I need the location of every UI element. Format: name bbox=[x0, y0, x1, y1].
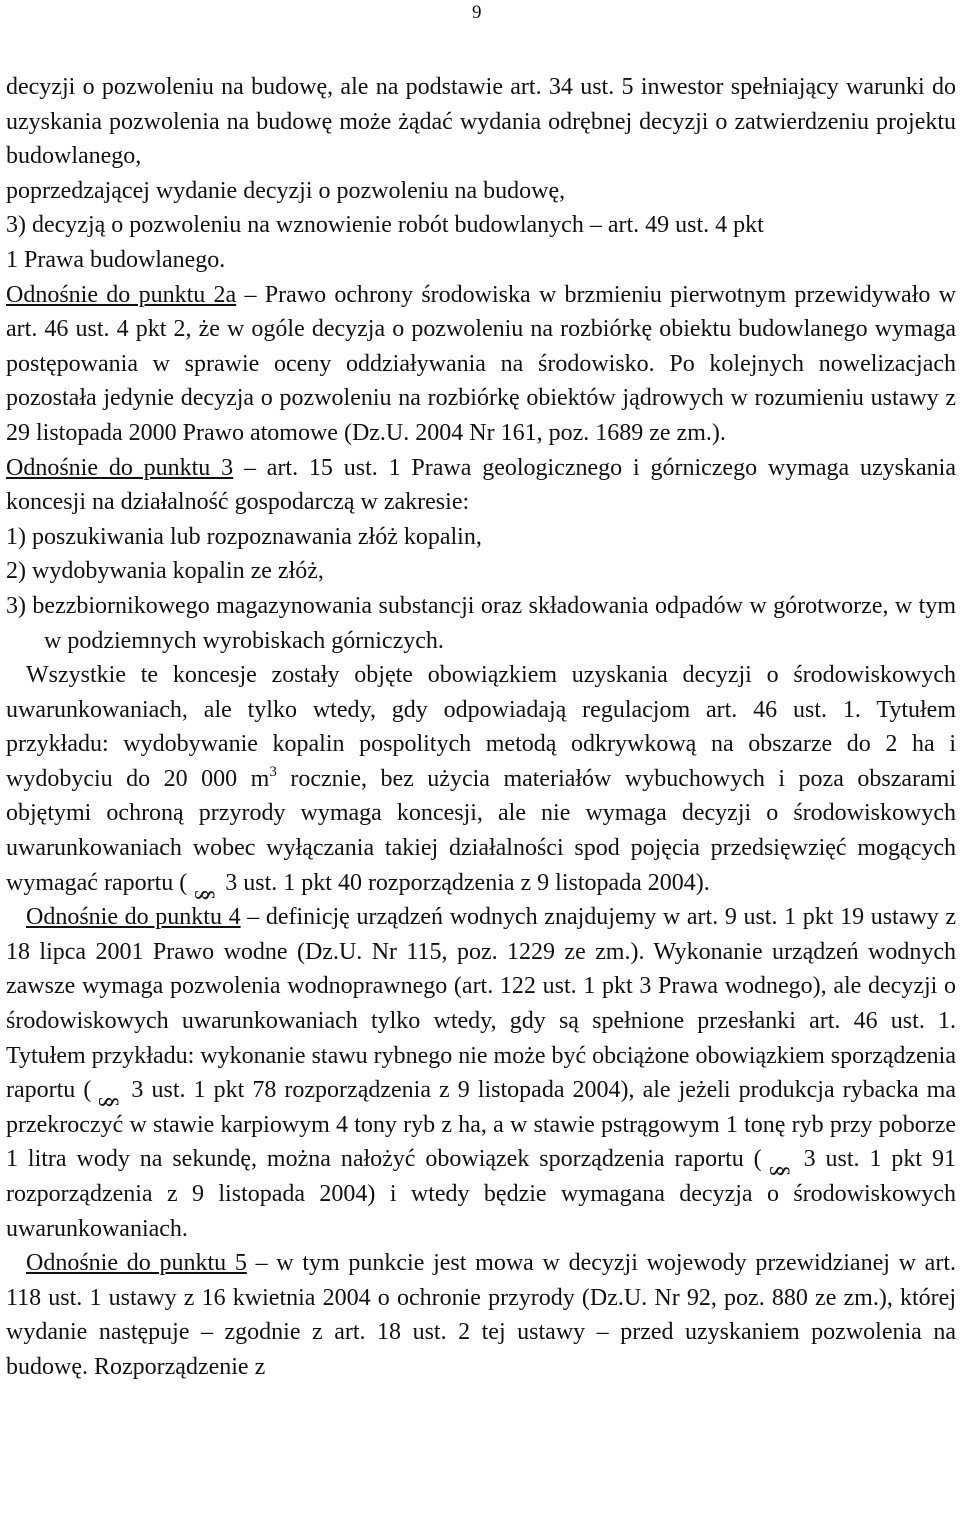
section-heading-link: Odnośnie do punktu 3 bbox=[6, 454, 234, 481]
text-line: 3) decyzją o pozwoleniu na wznowienie robót budowlanych – art. 49 ust. 4 pkt bbox=[6, 212, 764, 239]
list-item: 2) wydobywania kopalin ze złóż, bbox=[6, 558, 324, 585]
text-line: spełniający warunki do uzyskania pozwolenia na budowę może żądać bbox=[6, 74, 957, 135]
text-line: wydania odrębnej decyzji o zatwierdzeniu projektu budowlanego, bbox=[6, 108, 957, 170]
paragraph-point-3 bbox=[6, 451, 956, 520]
paragraph-point-2a bbox=[6, 278, 956, 451]
section-sign: § bbox=[96, 1096, 123, 1109]
paragraph-intro bbox=[6, 70, 956, 208]
page-number: 9 bbox=[472, 2, 482, 23]
document-body bbox=[6, 70, 956, 1385]
paragraph-text: rocznie, bez użycia materiałów wybuchowych i poza obszarami objętymi ochroną przyrody wymaga koncesji, ale nie wymaga decyzji o środowiskowych uwarunkowaniach wobec wyłączania takiej działalności spod pojęcia przedsięwzięć mogących wymagać raportu ( bbox=[6, 765, 956, 896]
paragraph-text: – Prawo ochrony środowiska w brzmieniu pierwotnym przewidywało w art. 46 ust. 4 pkt 2, że w ogóle decyzja o pozwoleniu na rozbiórkę obiektu budowlanego wymaga postępowania w sprawie oceny oddziaływania na środowisko. Po kolejnych nowelizacjach pozostała jedynie decyzja o pozwoleniu na rozbiórkę obiektów jądrowych w rozumieniu ustawy z 29 listopada 2000 Prawo atomowe (Dz.U. 2004 Nr 161, poz. 1689 ze zm.). bbox=[6, 281, 956, 446]
text-line: decyzji o pozwoleniu na budowę, ale na podstawie art. 34 ust. 5 inwestor bbox=[6, 74, 724, 100]
text-line: 1 Prawa budowlanego. bbox=[6, 246, 226, 273]
list-item: 1) poszukiwania lub rozpoznawania złóż kopalin, bbox=[6, 523, 482, 550]
section-heading-link: Odnośnie do punktu 4 bbox=[26, 904, 241, 931]
superscript: 3 bbox=[269, 763, 277, 780]
paragraph-point-4 bbox=[6, 900, 956, 1246]
paragraph-text: – art. 15 ust. 1 Prawa geologicznego i górniczego wymaga uzyskania koncesji na działalność gospodarczą w zakresie: bbox=[6, 454, 956, 516]
list-item: 3) bezzbiornikowego magazynowania substancji oraz składowania odpadów w górotworze, w tym w podziemnych wyrobiskach górniczych. bbox=[6, 592, 956, 654]
paragraph-point-5 bbox=[6, 1246, 956, 1384]
paragraph-text: – w tym punkcie jest mowa w decyzji wojewody przewidzianej w art. 118 ust. 1 ustawy z 16 kwietnia 2004 o ochronie przyrody (Dz.U. Nr 92, poz. 880 ze zm.), której wydanie następuje – zgodnie z art. 18 ust. 2 tej ustawy – przed uzyskaniem pozwolenia na budowę. Rozporządzenie z bbox=[6, 1250, 956, 1380]
paragraph-concessions bbox=[6, 658, 956, 900]
section-heading-link: Odnośnie do punktu 5 bbox=[26, 1250, 247, 1277]
section-heading-link: Odnośnie do punktu 2a bbox=[6, 281, 237, 308]
paragraph-text: 3 ust. 1 pkt 40 rozporządzenia z 9 listopada 2004). bbox=[219, 869, 710, 896]
paragraph-item-3 bbox=[6, 208, 956, 277]
section-sign: § bbox=[192, 888, 219, 901]
paragraph-text: 3 ust. 1 pkt 78 rozporządzenia z 9 listopada 2004), ale jeżeli produkcja rybacka ma przekroczyć w stawie karpiowym 4 tony ryb z ha, a w stawie pstrągowym 1 tonę ryb przy poborze 1 litra wody na sekundę, można nałożyć obowiązek sporządzenia raportu ( bbox=[6, 1077, 956, 1173]
text-line: poprzedzającej wydanie decyzji o pozwoleniu na budowę, bbox=[6, 177, 566, 204]
paragraph-text: Wszystkie te koncesje zostały objęte obowiązkiem uzyskania decyzji o środowiskowych uwarunkowaniach, ale tylko wtedy, gdy odpowiadają regulacjom art. 46 ust. 1. Tytułem przykładu: wydobywanie kopalin pospolitych metodą odkrywkową na obszarze do 2 ha i wydobyciu do 20 000 m bbox=[6, 662, 956, 792]
paragraph-text: 3 ust. 1 pkt 91 rozporządzenia z 9 listopada 2004) i wtedy będzie wymagana decyzja o środowiskowych uwarunkowaniach. bbox=[6, 1146, 956, 1242]
section-sign: § bbox=[766, 1165, 793, 1178]
paragraph-text: – definicję urządzeń wodnych znajdujemy w art. 9 ust. 1 pkt 19 ustawy z 18 lipca 2001 Prawo wodne (Dz.U. Nr 115, poz. 1229 ze zm.). Wykonanie urządzeń wodnych zawsze wymaga pozwolenia wodnoprawnego (art. 122 ust. 1 pkt 3 Prawa wodnego), ale decyzji o środowiskowych uwarunkowaniach tylko wtedy, gdy są spełnione przesłanki art. 46 ust. 1. Tytułem przykładu: wykonanie stawu rybnego nie może być obciążone obowiązkiem sporządzenia raportu ( bbox=[6, 904, 956, 1104]
